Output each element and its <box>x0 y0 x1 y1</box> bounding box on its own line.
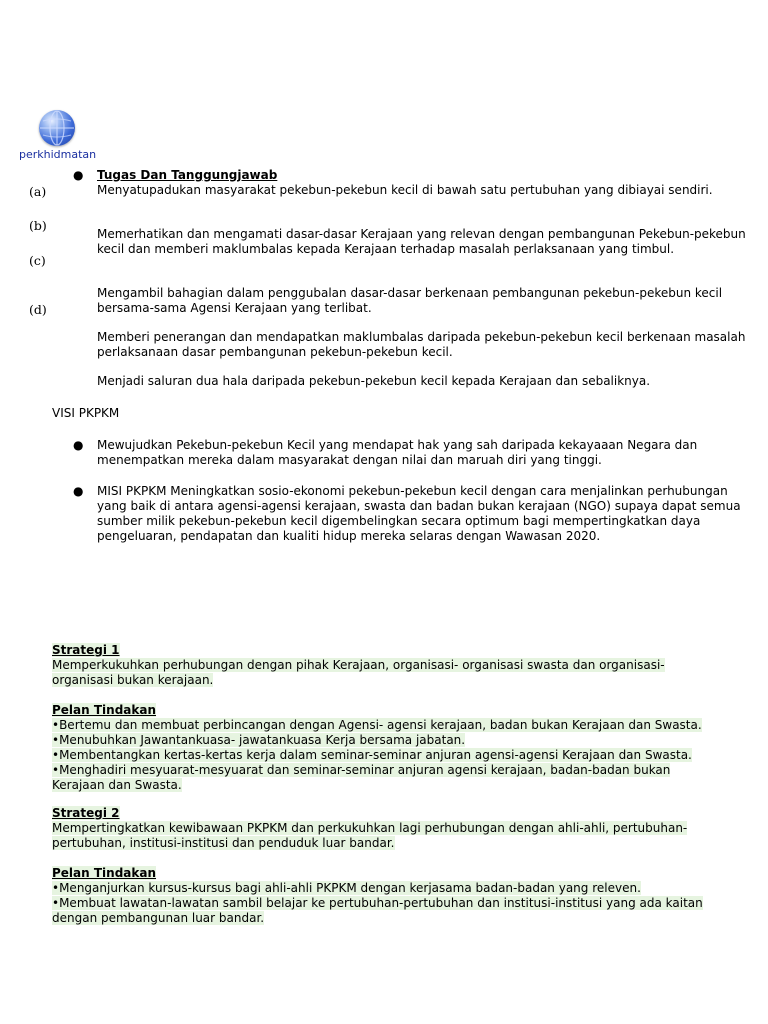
visi-heading: VISI PKPKM <box>52 406 120 420</box>
strategi-2-heading: Strategi 2 <box>52 806 120 820</box>
marker-a: (a) <box>29 184 47 199</box>
pelan-1-line: •Membentangkan kertas-kertas kerja dalam seminar-seminar anjuran agensi-agensi Kerajaan dan Swasta. <box>52 748 692 762</box>
pelan-tindakan-2-heading: Pelan Tindakan <box>52 866 157 880</box>
strategi-1-block <box>52 643 757 793</box>
pelan-1-line: •Menghadiri mesyuarat-mesyuarat dan seminar-seminar anjuran agensi kerajaan, badan-badan bukan <box>52 763 671 777</box>
visi-text: Mewujudkan Pekebun-pekebun Kecil yang mendapat hak yang sah daripada kekayaaan Negara dan menempatkan mereka dalam masyarakat dengan nilai dan maruah diri yang tinggi. <box>97 438 698 467</box>
misi-text: MISI PKPKM Meningkatkan sosio-ekonomi pekebun-pekebun kecil dengan cara menjalinkan perhubungan yang baik di antara agensi-agensi kerajaan, swasta dan badan bukan kerajaan (NGO) supaya dapat semua sumber milik pekebun-pekebun kecil digembelingkan secara optimum bagi mempertingkatkan daya pengeluaran, pendapatan dan kualiti hidup mereka selaras dengan Wawasan 2020. <box>97 484 741 543</box>
tugas-item-3: Mengambil bahagian dalam penggubalan dasar-dasar berkenaan pembangunan pekebun-pekebun kecil bersama-sama Agensi Kerajaan yang terlibat. <box>97 286 723 315</box>
tugas-item-5: Menjadi saluran dua hala daripada pekebun-pekebun kecil kepada Kerajaan dan sebaliknya. <box>97 374 651 388</box>
tugas-item-2: Memerhatikan dan mengamati dasar-dasar Kerajaan yang relevan dengan pembangunan Pekebun-pekebun kecil dan memberi maklumbalas kepada Kerajaan terhadap masalah perlaksanaan yang timbul. <box>97 227 746 256</box>
bullet-dot: ● <box>73 484 84 498</box>
marker-c: (c) <box>29 253 46 268</box>
marker-d: (d) <box>29 302 47 317</box>
tugas-item-1: Menyatupadukan masyarakat pekebun-pekebun kecil di bawah satu pertubuhan yang dibiayai sendiri. <box>97 183 713 197</box>
pelan-2-line: dengan pembangunan luar bandar. <box>52 911 265 925</box>
logo-label: perkhidmatan <box>19 148 97 161</box>
pelan-tindakan-1-heading: Pelan Tindakan <box>52 703 157 717</box>
marker-b: (b) <box>29 218 47 233</box>
tugas-title: Tugas Dan Tanggungjawab <box>97 168 278 182</box>
strategi-1-line: Memperkukuhkan perhubungan dengan pihak Kerajaan, organisasi- organisasi swasta dan organisasi- <box>52 658 665 672</box>
pelan-2-line: •Menganjurkan kursus-kursus bagi ahli-ahli PKPKM dengan kerjasama badan-badan yang releven. <box>52 881 641 895</box>
strategi-1-heading: Strategi 1 <box>52 643 120 657</box>
bullet-dot: ● <box>73 168 84 182</box>
tugas-item-4: Memberi penerangan dan mendapatkan maklumbalas daripada pekebun-pekebun kecil berkenaan masalah perlaksanaan dasar pembangunan pekebun-pekebun kecil. <box>97 330 746 359</box>
strategi-2-line: Mempertingkatkan kewibawaan PKPKM dan perkukuhkan lagi perhubungan dengan ahli-ahli, pertubuhan- <box>52 821 688 835</box>
pelan-1-line: Kerajaan dan Swasta. <box>52 778 182 792</box>
globe-icon <box>39 110 75 146</box>
pelan-1-line: •Bertemu dan membuat perbincangan dengan Agensi- agensi kerajaan, badan bukan Kerajaan dan Swasta. <box>52 718 702 732</box>
pelan-2-line: •Membuat lawatan-lawatan sambil belajar ke pertubuhan-pertubuhan dan institusi-institusi yang ada kaitan <box>52 896 703 910</box>
strategi-1-line: organisasi bukan kerajaan. <box>52 673 214 687</box>
bullet-dot: ● <box>73 438 84 452</box>
pelan-1-line: •Menubuhkan Jawantankuasa- jawatankuasa Kerja bersama jabatan. <box>52 733 466 747</box>
strategi-2-line: pertubuhan, institusi-institusi dan penduduk luar bandar. <box>52 836 395 850</box>
strategi-2-block <box>52 806 757 926</box>
